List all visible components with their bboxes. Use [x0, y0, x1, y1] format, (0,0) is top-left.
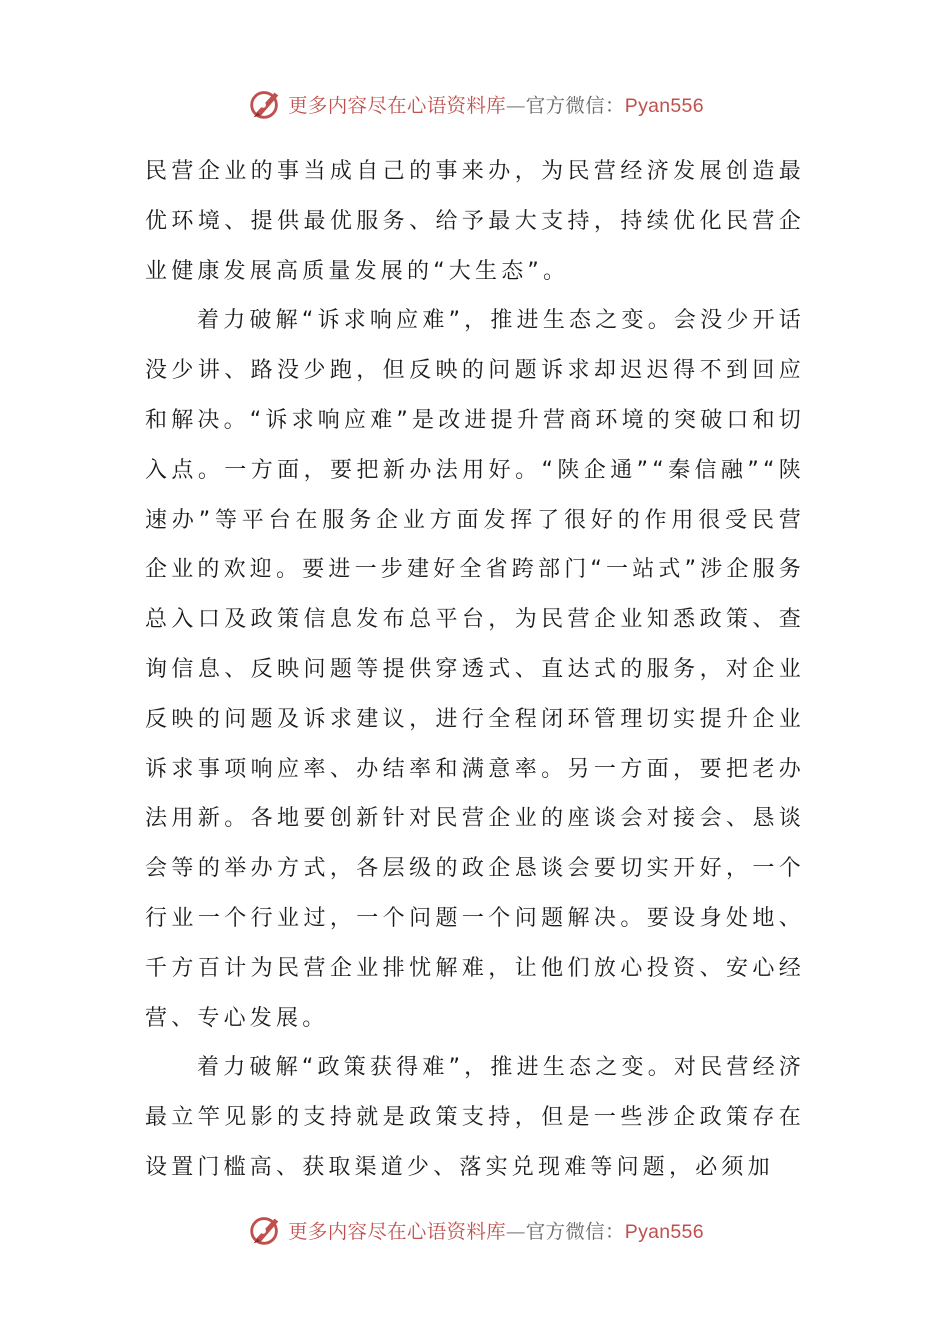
wechat-label: 官方微信： [525, 1220, 625, 1243]
site-name: 更多内容尽在心语资料库 [288, 94, 506, 117]
footer-banner [0, 1210, 950, 1250]
footer-banner-text [288, 1216, 704, 1244]
banner-dash: — [505, 1220, 526, 1243]
banner-dash: — [505, 94, 526, 117]
wechat-label: 官方微信： [525, 94, 625, 117]
wechat-id: Pyan556 [624, 1221, 704, 1243]
site-name: 更多内容尽在心语资料库 [288, 1220, 506, 1243]
header-banner-text [288, 90, 704, 118]
pen-circle-logo-icon [246, 85, 284, 123]
paragraph-3: 着力破解“政策获得难”，推进生态之变。对民营经济最立竿见影的支持就是政策支持，但是一些涉企政策存在设置门槛高、获取渠道少、落实兑现难等问题，必须加 [145, 1055, 805, 1180]
paragraph-2: 着力破解“诉求响应难”，推进生态之变。会没少开话没少讲、路没少跑，但反映的问题诉求却迟迟得不到回应和解决。“诉求响应难”是改进提升营商环境的突破口和切入点。一方面，要把新办法用好。“陕企通”“秦信融”“陕速办”等平台在服务企业方面发挥了很好的作用很受民营企业的欢迎。要进一步建好全省跨部门“一站式”涉企服务总入口及政策信息发布总平台，为民营企业知悉政策、查询信息、反映问题等提供穿透式、直达式的服务，对企业反映的问题及诉求建议，进行全程闭环管理切实提升企业诉求事项响应率、办结率和满意率。另一方面，要把老办法用新。各地要创新针对民营企业的座谈会对接会、恳谈会等的举办方式，各层级的政企恳谈会要切实开好，一个行业一个行业过，一个问题一个问题解决。要设身处地、千方百计为民营企业排忧解难，让他们放心投资、安心经营、专心发展。 [145, 308, 805, 1031]
header-banner [0, 84, 950, 124]
document-body [145, 147, 805, 1193]
wechat-id: Pyan556 [624, 95, 704, 117]
paragraph-1: 民营企业的事当成自己的事来办，为民营经济发展创造最优环境、提供最优服务、给予最大支持，持续优化民营企业健康发展高质量发展的“大生态”。 [145, 159, 805, 284]
pen-circle-logo-icon [246, 1211, 284, 1249]
